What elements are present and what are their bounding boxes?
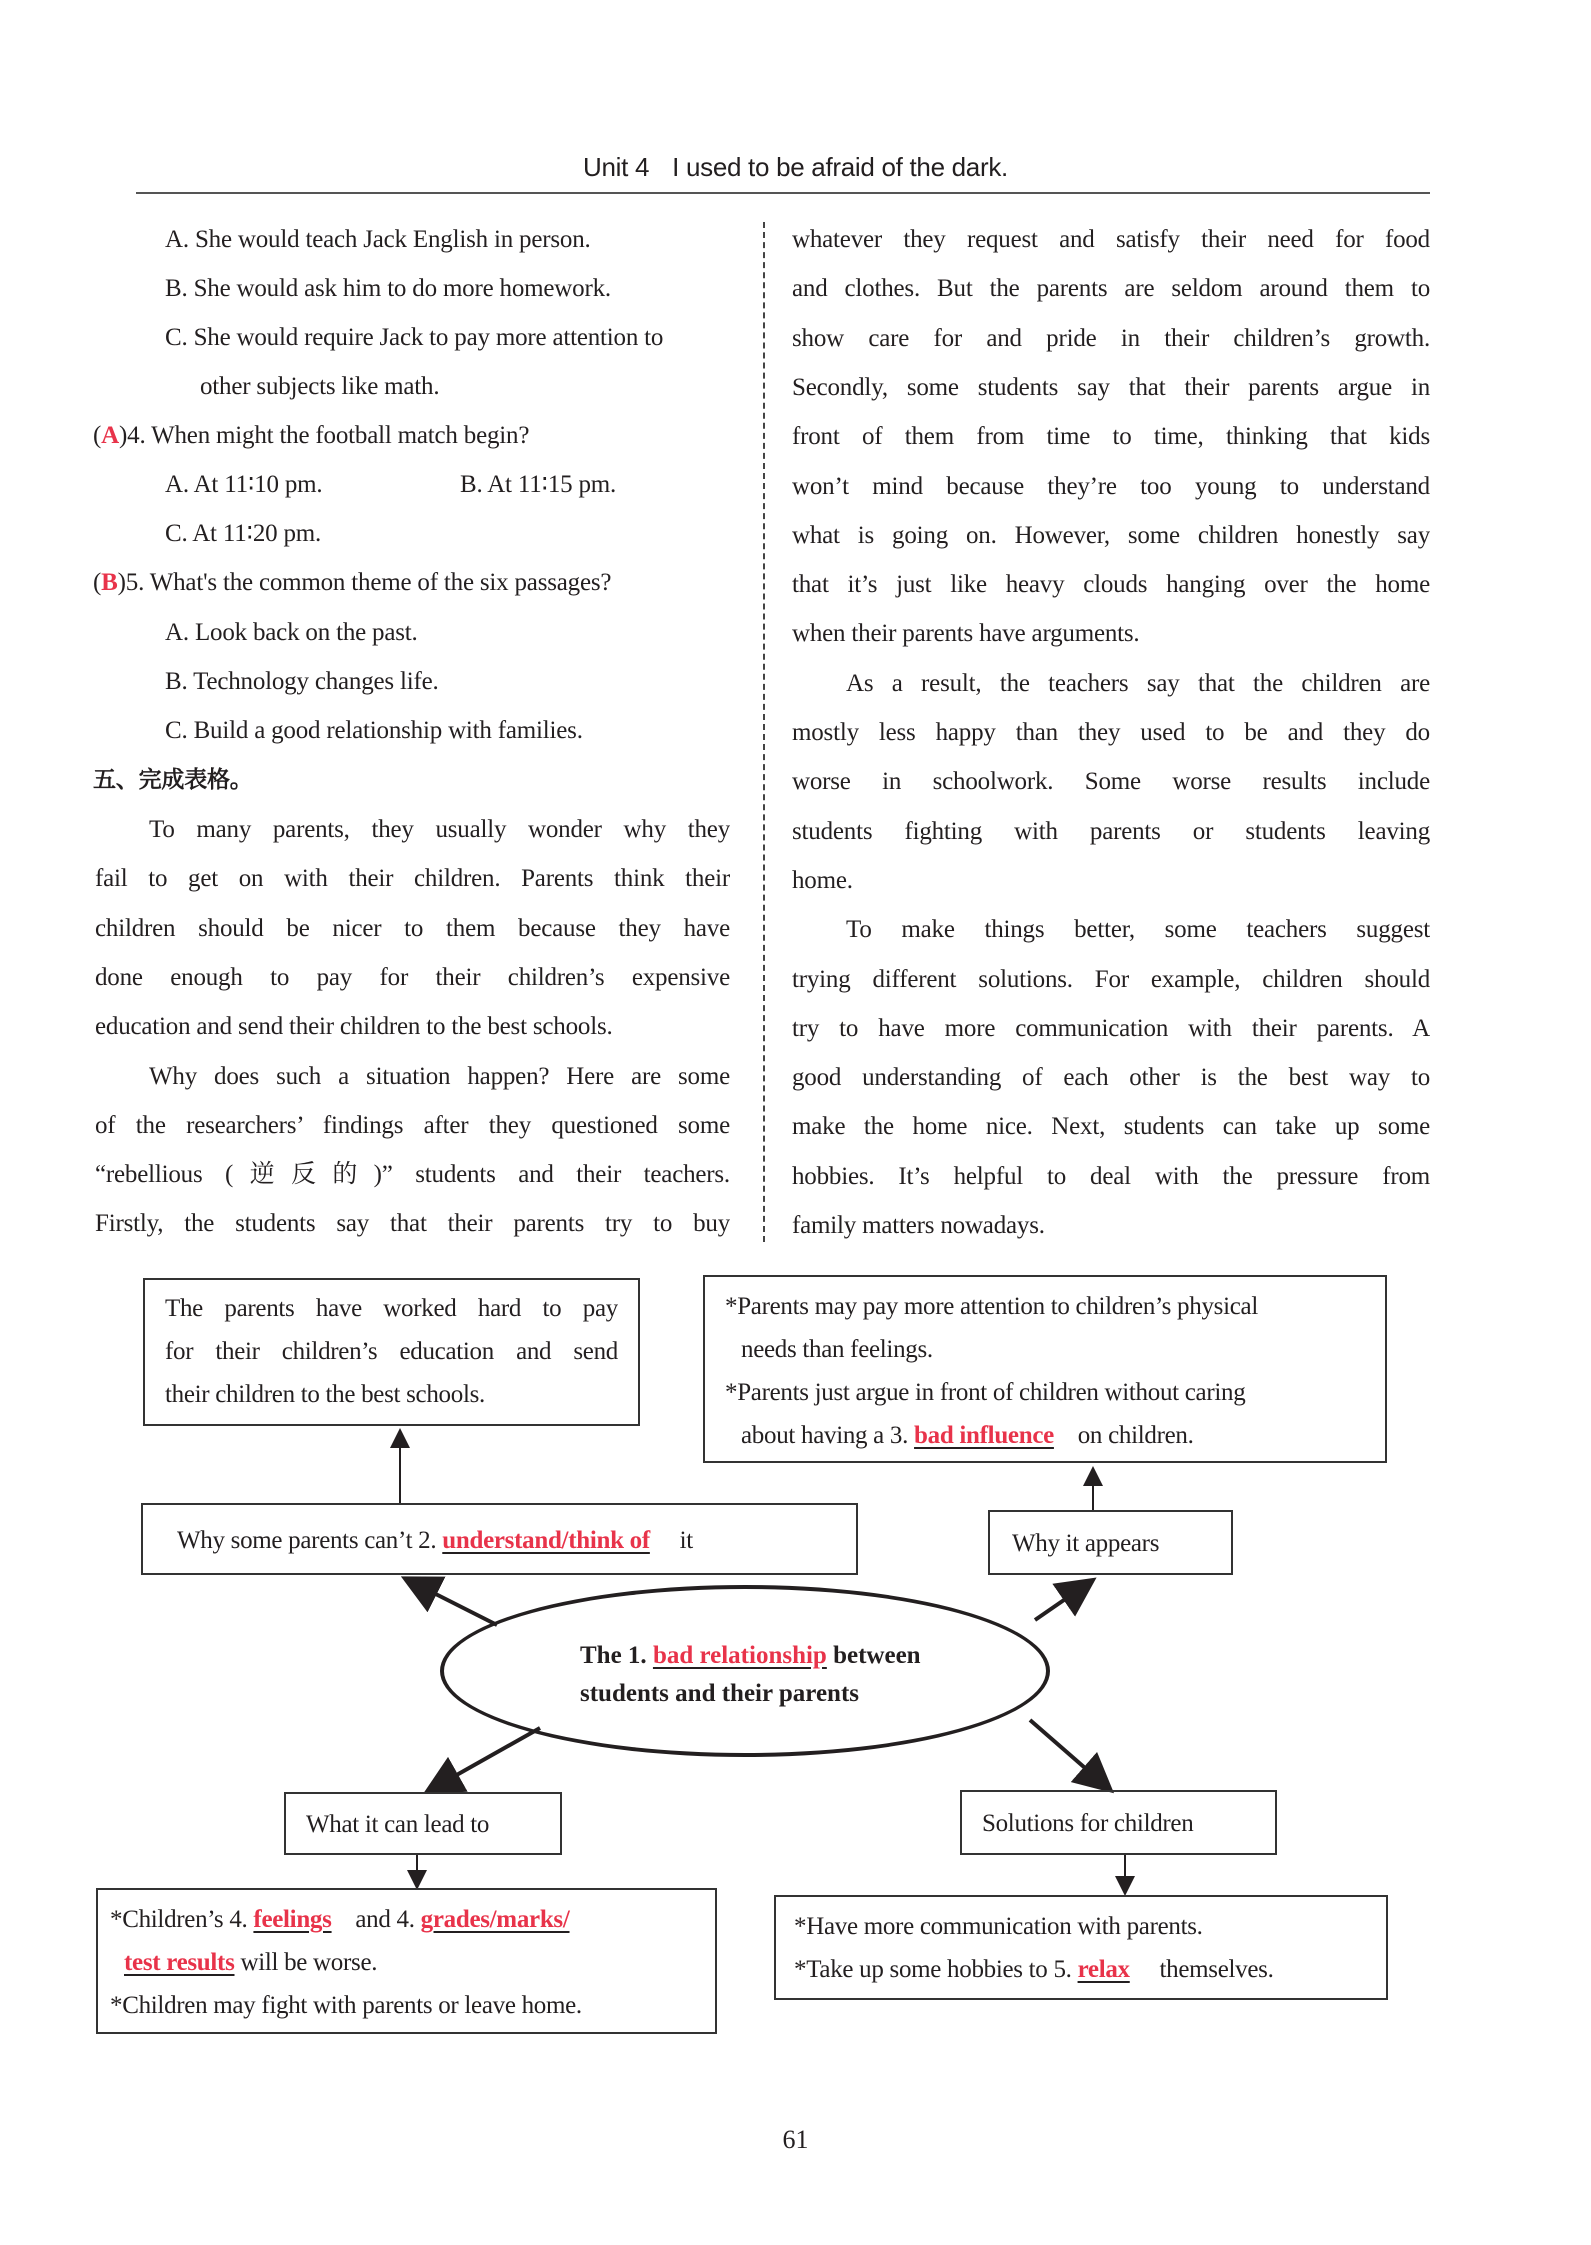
q5-number: 5. xyxy=(125,569,145,596)
page-number: 61 xyxy=(782,2125,809,2154)
q3-option-a: A. She would teach Jack English in person. xyxy=(165,226,591,253)
passage-line: try to have more communication with their parents. A xyxy=(792,1014,1430,1042)
passage-line: As a result, the teachers say that the children are xyxy=(846,669,1430,697)
passage-line: front of them from time to time, thinking that kids xyxy=(792,423,1430,451)
passage-line: that it’s just like heavy clouds hanging over the home xyxy=(792,571,1430,599)
passage-line: Why does such a situation happen? Here are some xyxy=(149,1062,730,1090)
answer-2: understand/think of xyxy=(442,1527,650,1554)
passage-line: make the home nice. Next, students can take up some xyxy=(792,1113,1430,1141)
passage-line: To many parents, they usually wonder why they xyxy=(149,816,730,843)
arrow-center-to-why-cant xyxy=(408,1580,497,1625)
passage-line: won’t mind because they’re too young to understand xyxy=(792,472,1430,500)
q3-option-b: B. She would ask him to do more homework. xyxy=(165,275,611,302)
text: Why some parents can’t 2. xyxy=(177,1527,437,1554)
lead-to-box: What it can lead to xyxy=(284,1792,562,1855)
answer-1: bad relationship xyxy=(652,1642,827,1669)
unit-label: Unit 4 xyxy=(583,152,650,182)
passage-line: Secondly, some students say that their parents argue in xyxy=(792,373,1430,401)
passage-line: “rebellious (逆反的)” students and their teachers. xyxy=(95,1161,730,1189)
detail-line xyxy=(725,1414,1365,1457)
text: about having a 3. xyxy=(741,1422,909,1449)
arrow-center-to-lead-to xyxy=(430,1728,540,1790)
detail-line: *Parents may pay more attention to children’s physical xyxy=(725,1293,1258,1320)
passage-line: of the researchers’ findings after they questioned some xyxy=(95,1111,730,1139)
q4-answer: A xyxy=(101,422,119,449)
q5-option-c: C. Build a good relationship with families. xyxy=(165,717,583,744)
section-title: 五、完成表格。 xyxy=(93,767,253,793)
answer-5: relax xyxy=(1077,1956,1130,1983)
passage-line: when their parents have arguments. xyxy=(792,620,1140,648)
question-5: (B)5. What's the common theme of the six passages? xyxy=(93,569,612,596)
answer-4a: feelings xyxy=(253,1906,332,1933)
detail-line: for their children’s education and send xyxy=(165,1338,618,1365)
passage-line: To make things better, some teachers suggest xyxy=(846,916,1430,944)
passage-line: done enough to pay for their children’s expensive xyxy=(95,963,730,991)
q5-option-b: B. Technology changes life. xyxy=(165,668,439,695)
arrow-center-to-solutions xyxy=(1030,1720,1108,1788)
text: on children. xyxy=(1077,1422,1194,1449)
passage-line: Firstly, the students say that their parents try to buy xyxy=(95,1210,730,1238)
q3-option-c-cont: other subjects like math. xyxy=(200,373,440,400)
text: The 1. xyxy=(580,1642,647,1669)
why-appears-box: Why it appears xyxy=(988,1510,1233,1575)
answer-4b-cont: test results xyxy=(124,1949,235,1976)
text: it xyxy=(679,1527,693,1554)
detail-line: The parents have worked hard to pay xyxy=(165,1295,618,1322)
passage-line: home. xyxy=(792,866,853,894)
q3-option-c: C. She would require Jack to pay more attention to xyxy=(165,324,664,351)
detail-line xyxy=(794,1948,1368,1991)
detail-line xyxy=(110,1941,703,1984)
passage-line: and clothes. But the parents are seldom around them to xyxy=(792,275,1430,303)
q4-option-b: B. At 11∶15 pm. xyxy=(460,471,617,498)
text: themselves. xyxy=(1159,1956,1274,1983)
unit-title: I used to be afraid of the dark. xyxy=(672,152,1008,182)
why-appears-detail-box xyxy=(703,1275,1387,1463)
detail-line: *Have more communication with parents. xyxy=(794,1913,1203,1940)
passage-line: what is going on. However, some children honestly say xyxy=(792,521,1430,549)
q5-answer: B xyxy=(101,569,118,596)
q4-option-a: A. At 11∶10 pm. xyxy=(165,471,323,498)
q4-number: 4. xyxy=(127,422,146,449)
text: *Take up some hobbies to 5. xyxy=(794,1956,1072,1983)
passage-line: students fighting with parents or students leaving xyxy=(792,817,1430,845)
why-cant-box xyxy=(141,1503,858,1575)
passage-line: show care for and pride in their children’s growth. xyxy=(792,324,1430,352)
q5-text: What's the common theme of the six passages? xyxy=(149,569,612,596)
passage-line: good understanding of each other is the best way to xyxy=(792,1064,1430,1092)
solutions-detail-box xyxy=(774,1895,1388,2000)
question-4: (A)4. When might the football match begin? xyxy=(93,422,530,449)
passage-line: hobbies. It’s helpful to deal with the pressure from xyxy=(792,1162,1430,1190)
passage-line: fail to get on with their children. Parents think their xyxy=(95,865,730,893)
detail-line: needs than feelings. xyxy=(741,1336,933,1363)
why-cant-detail-box xyxy=(143,1278,640,1426)
passage-line: trying different solutions. For example, children should xyxy=(792,965,1430,993)
text: and 4. xyxy=(355,1906,415,1933)
detail-line: *Children may fight with parents or leave home. xyxy=(110,1992,582,2019)
passage-line: education and send their children to the best schools. xyxy=(95,1013,613,1041)
q5-option-a: A. Look back on the past. xyxy=(165,619,418,646)
detail-line: their children to the best schools. xyxy=(165,1381,485,1408)
lead-to-detail-box xyxy=(96,1888,717,2034)
passage-line: whatever they request and satisfy their need for food xyxy=(792,226,1430,253)
text: students and their parents xyxy=(580,1680,859,1707)
detail-line: *Parents just argue in front of children without caring xyxy=(725,1379,1246,1406)
arrow-center-to-why-appears xyxy=(1035,1582,1090,1620)
answer-4b: grades/marks/ xyxy=(420,1906,570,1933)
solutions-box: Solutions for children xyxy=(960,1790,1277,1855)
passage-line: children should be nicer to them because they have xyxy=(95,914,730,942)
detail-line xyxy=(110,1898,703,1941)
passage-line: mostly less happy than they used to be and they do xyxy=(792,719,1430,746)
text: *Children’s 4. xyxy=(110,1906,248,1933)
passage-line: worse in schoolwork. Some worse results include xyxy=(792,768,1430,796)
q4-option-c: C. At 11∶20 pm. xyxy=(165,520,322,547)
text: will be worse. xyxy=(240,1949,378,1976)
passage-line: family matters nowadays. xyxy=(792,1212,1045,1239)
q4-text: When might the football match begin? xyxy=(151,422,530,449)
text: between xyxy=(833,1642,921,1669)
answer-3: bad influence xyxy=(914,1422,1054,1449)
central-topic xyxy=(580,1637,921,1713)
